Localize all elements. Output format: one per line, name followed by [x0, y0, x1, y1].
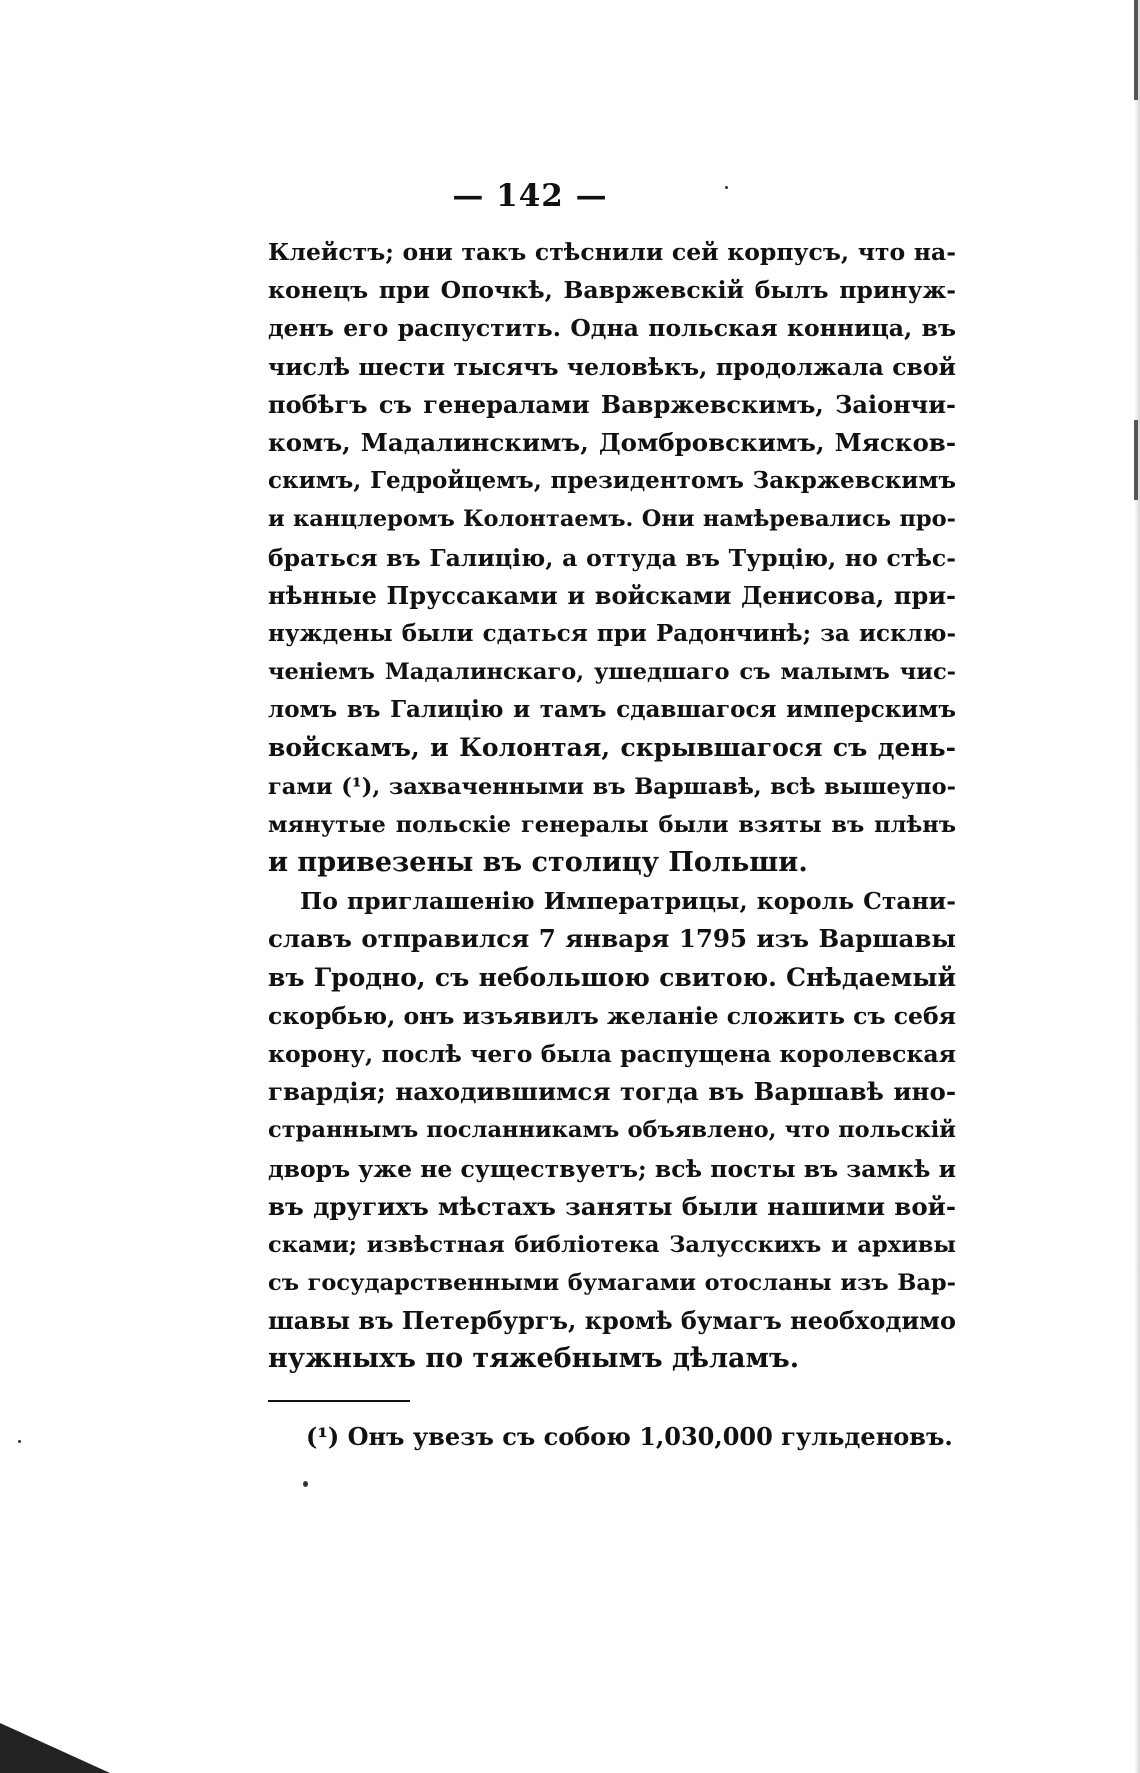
text-line: и привезены въ столицу Польши. [268, 847, 808, 878]
paragraph-1 [268, 233, 956, 882]
text-line: ченіемъ Мадалинскаго, ушедшаго съ малымъ чис- [268, 659, 956, 686]
text-line: По приглашенію Императрицы, король Стани- [300, 887, 956, 916]
text-line: мянутые польскіе генералы были взяты въ плѣнъ [268, 811, 956, 838]
ink-speck [18, 1440, 21, 1443]
text-line: нѣнные Пруссаками и войсками Денисова, при- [268, 580, 956, 610]
footnote: (¹) Онъ увезъ съ собою 1,030,000 гульденовъ. [306, 1422, 953, 1451]
body-text [268, 233, 956, 1379]
footnote-rule [268, 1400, 410, 1402]
text-line: гами (¹), захваченными въ Варшавѣ, всѣ вышеупо- [268, 773, 956, 800]
binding-mark [1134, 420, 1138, 500]
text-line: шавы въ Петербургъ, кромѣ бумагъ необходимо [268, 1306, 956, 1336]
text-line: побѣгъ съ генералами Вавржевскимъ, Заіончи- [268, 389, 956, 419]
text-line: въ Гродно, съ небольшою свитою. Снѣдаемый [268, 962, 956, 992]
text-line: конецъ при Опочкѣ, Вавржевскій былъ принуж- [268, 276, 956, 305]
ink-speck [303, 1481, 308, 1487]
text-line: сками; извѣстная библіотека Залусскихъ и архивы [268, 1231, 956, 1258]
text-line: и канцлеромъ Колонтаемъ. Они намѣревались про- [268, 506, 956, 533]
paragraph-2 [268, 882, 956, 1378]
text-line: гвардія; находившимся тогда въ Варшавѣ ино- [268, 1077, 956, 1107]
page-edge-shadow [1134, 0, 1140, 1773]
text-line: корону, послѣ чего была распущена королевская [268, 1039, 956, 1068]
text-line: дворъ уже не существуетъ; всѣ посты въ замкѣ и [268, 1154, 957, 1183]
text-line: комъ, Мадалинскимъ, Домбровскимъ, Мясков- [268, 427, 956, 457]
scan-corner-mark [0, 1723, 110, 1773]
text-line: ломъ въ Галицію и тамъ сдавшагося имперскимъ [268, 696, 956, 724]
text-line: скорбью, онъ изъявилъ желаніе сложить съ себя [268, 1001, 956, 1030]
text-line: скимъ, Гедройцемъ, президентомъ Закржевскимъ [268, 467, 956, 495]
text-line: браться въ Галицію, а оттуда въ Турцію, но стѣс- [268, 543, 956, 572]
text-line: нужныхъ по тяжебнымъ дѣламъ. [268, 1343, 800, 1375]
text-line: Клейстъ; они такъ стѣснили сей корпусъ, что на- [268, 238, 956, 266]
text-line: славъ отправился 7 января 1795 изъ Варшавы [268, 924, 956, 954]
text-line: съ государственными бумагами отосланы изъ Вар- [268, 1270, 956, 1297]
page-number: — 142 — [452, 178, 608, 214]
text-line: денъ его распустить. Одна польская конница, въ [268, 314, 956, 343]
text-line: страннымъ посланникамъ объявлено, что польскій [268, 1117, 956, 1144]
text-line: числѣ шести тысячъ человѣкъ, продолжала свой [268, 352, 956, 381]
text-line: войскамъ, и Колонтая, скрывшагося съ день- [268, 733, 956, 763]
text-line: нуждены были сдаться при Радончинѣ; за исклю- [268, 619, 956, 647]
binding-mark [1134, 0, 1138, 100]
text-line: въ другихъ мѣстахъ заняты были нашими вой- [268, 1191, 956, 1221]
